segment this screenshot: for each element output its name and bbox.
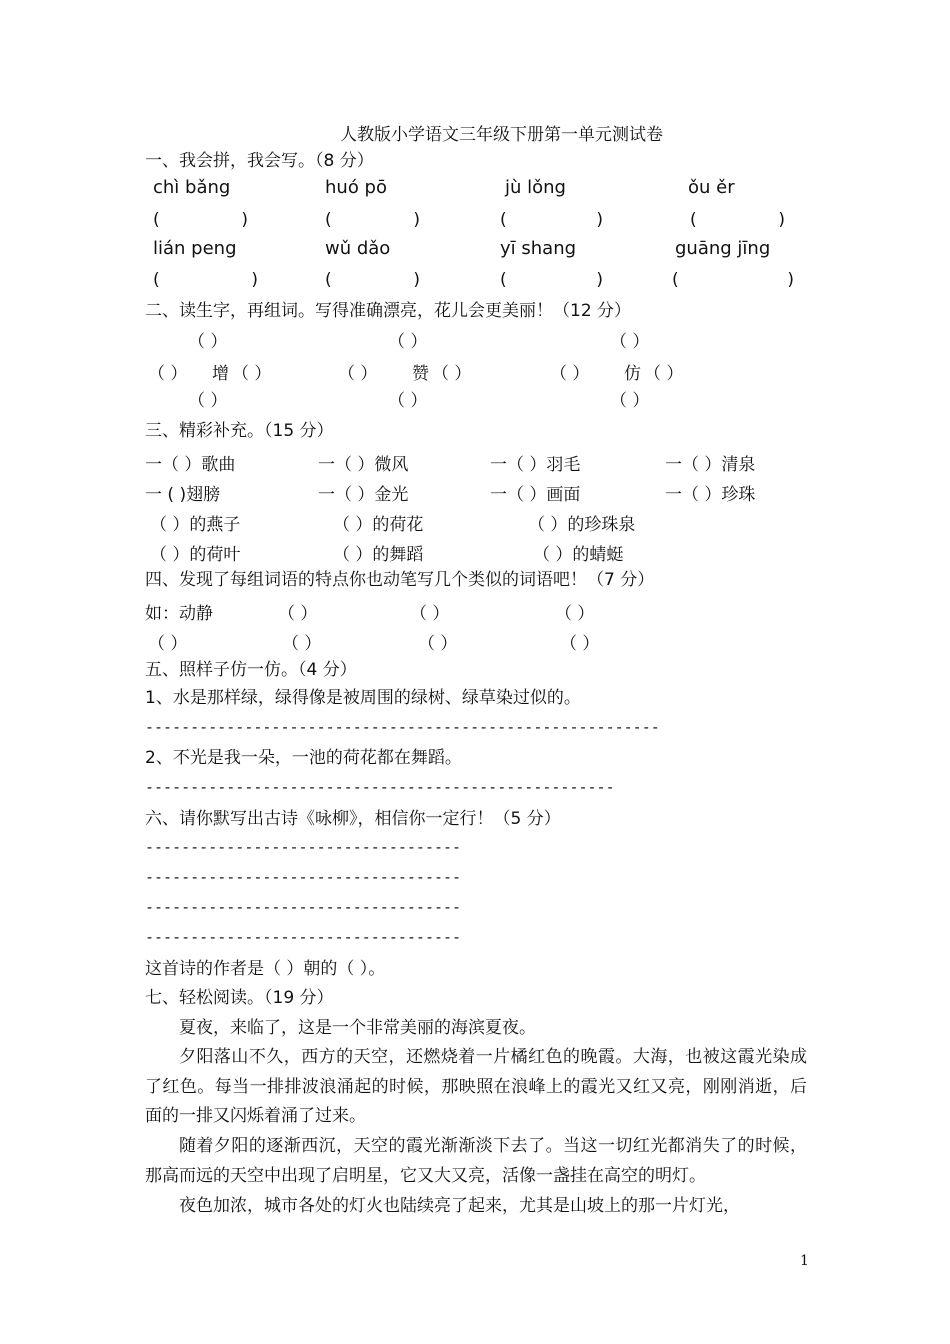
answer-blank[interactable]: ( ) — [325, 210, 420, 230]
fill-item[interactable]: （ ）的蜻蜓 — [533, 545, 624, 565]
pinyin-1-2: huó pō — [325, 177, 387, 198]
answer-blank[interactable]: ( ) — [153, 270, 258, 290]
reading-paragraph: 夏夜，来临了，这是一个非常美丽的海滨夏夜。 — [179, 1018, 536, 1038]
answer-blank[interactable]: （ ） — [188, 391, 228, 411]
pinyin-1-4: ǒu ěr — [688, 177, 735, 198]
reading-paragraph: 夕阳落山不久，西方的天空，还燃烧着一片橘红色的晚霞。大海，也被这霞光染成了红色。每当一排排波浪涌起的时候，那映照在浪峰上的霞光又红又亮，刚刚消逝，后面的一排又闪烁着涌了过来。 — [145, 1047, 807, 1126]
answer-blank[interactable]: （ ） — [418, 634, 458, 654]
fill-item[interactable]: （ ）的荷花 — [333, 515, 424, 535]
answer-blank[interactable]: （ ） — [410, 604, 450, 624]
pinyin-1-1: chì bǎng — [153, 177, 231, 198]
section-1-heading: 一、我会拼，我会写。（8 分） — [145, 151, 374, 171]
answer-line[interactable]: ----------------------------------- — [145, 898, 462, 916]
char-fang: 仿 — [624, 364, 641, 384]
section-5-heading: 五、照样子仿一仿。（4 分） — [145, 660, 357, 680]
answer-blank[interactable]: ( ) — [500, 270, 603, 290]
fill-item[interactable]: （ ）的舞蹈 — [333, 545, 424, 565]
author-question[interactable]: 这首诗的作者是（ ）朝的（ ）。 — [145, 959, 386, 979]
fill-item[interactable]: （ ）的珍珠泉 — [528, 515, 636, 535]
pinyin-2-1: lián peng — [153, 238, 237, 259]
answer-blank[interactable]: （ ） — [232, 364, 272, 384]
answer-line[interactable]: ----------------------------------- — [145, 928, 462, 946]
answer-blank[interactable]: （ ） — [644, 364, 684, 384]
answer-blank[interactable]: （ ） — [278, 604, 318, 624]
answer-blank[interactable]: （ ） — [610, 391, 650, 411]
answer-blank[interactable]: ( ) — [672, 270, 794, 290]
fill-item[interactable]: （ ）的荷叶 — [150, 545, 241, 565]
fill-item[interactable]: 一（ ）清泉 — [665, 455, 756, 475]
fill-item[interactable]: 一（ ）金光 — [318, 485, 409, 505]
example-word: 如：动静 — [145, 604, 213, 624]
answer-line[interactable]: ----------------------------------- — [145, 838, 462, 856]
answer-blank[interactable]: （ ） — [188, 332, 228, 352]
page-number: 1 — [800, 1253, 809, 1269]
section-3-heading: 三、精彩补充。（15 分） — [145, 421, 334, 441]
answer-blank[interactable]: （ ） — [338, 364, 378, 384]
fill-item[interactable]: 一（ ）歌曲 — [145, 455, 236, 475]
fill-item[interactable]: 一（ ）羽毛 — [490, 455, 581, 475]
fill-item[interactable]: （ ）的燕子 — [150, 515, 241, 535]
page-title: 人教版小学语文三年级下册第一单元测试卷 — [340, 125, 663, 145]
answer-line[interactable]: --------------------------------------------------------- — [145, 718, 660, 736]
answer-blank[interactable]: （ ） — [432, 364, 472, 384]
char-zeng: 增 — [212, 364, 229, 384]
pinyin-1-3: jù lǒng — [505, 177, 566, 198]
reading-paragraph: 夜色加浓，城市各处的灯火也陆续亮了起来，尤其是山坡上的那一片灯光， — [179, 1196, 740, 1216]
answer-blank[interactable]: （ ） — [550, 364, 590, 384]
answer-blank[interactable]: （ ） — [148, 364, 188, 384]
char-zan: 赞 — [412, 364, 429, 384]
answer-blank[interactable]: （ ） — [148, 634, 188, 654]
answer-blank[interactable]: （ ） — [555, 604, 595, 624]
section-4-heading: 四、发现了每组词语的特点你也动笔写几个类似的词语吧！（7 分） — [145, 570, 655, 590]
section-7-heading: 七、轻松阅读。（19 分） — [145, 988, 334, 1008]
answer-blank[interactable]: ( ) — [500, 210, 603, 230]
answer-blank[interactable]: ( ) — [325, 270, 420, 290]
answer-blank[interactable]: ( ) — [690, 210, 785, 230]
answer-blank[interactable]: （ ） — [388, 391, 428, 411]
answer-blank[interactable]: （ ） — [282, 634, 322, 654]
answer-blank[interactable]: （ ） — [560, 634, 600, 654]
question-5-2: 2、不光是我一朵，一池的荷花都在舞蹈。 — [145, 748, 462, 768]
pinyin-2-4: guāng jīng — [675, 238, 771, 259]
question-5-1: 1、水是那样绿，绿得像是被周围的绿树、绿草染过似的。 — [145, 688, 581, 708]
pinyin-2-3: yī shang — [500, 238, 577, 259]
section-2-heading: 二、读生字，再组词。写得准确漂亮，花儿会更美丽！（12 分） — [145, 301, 632, 321]
section-6-heading: 六、请你默写出古诗《咏柳》，相信你一定行！（5 分） — [145, 809, 561, 829]
fill-item[interactable]: 一 ( )翅膀 — [145, 485, 221, 505]
answer-line[interactable]: ---------------------------------------------------- — [145, 778, 615, 796]
pinyin-2-2: wǔ dǎo — [325, 238, 391, 259]
fill-item[interactable]: 一（ ）微风 — [318, 455, 409, 475]
answer-blank[interactable]: （ ） — [610, 332, 650, 352]
answer-blank[interactable]: ( ) — [153, 210, 248, 230]
answer-blank[interactable]: （ ） — [388, 332, 428, 352]
reading-paragraph: 随着夕阳的逐渐西沉，天空的霞光渐渐淡下去了。当这一切红光都消失了的时候，那高而远的天空中出现了启明星，它又大又亮，活像一盏挂在高空的明灯。 — [145, 1136, 807, 1186]
answer-line[interactable]: ----------------------------------- — [145, 868, 462, 886]
fill-item[interactable]: 一（ ）珍珠 — [665, 485, 756, 505]
fill-item[interactable]: 一（ ）画面 — [490, 485, 581, 505]
